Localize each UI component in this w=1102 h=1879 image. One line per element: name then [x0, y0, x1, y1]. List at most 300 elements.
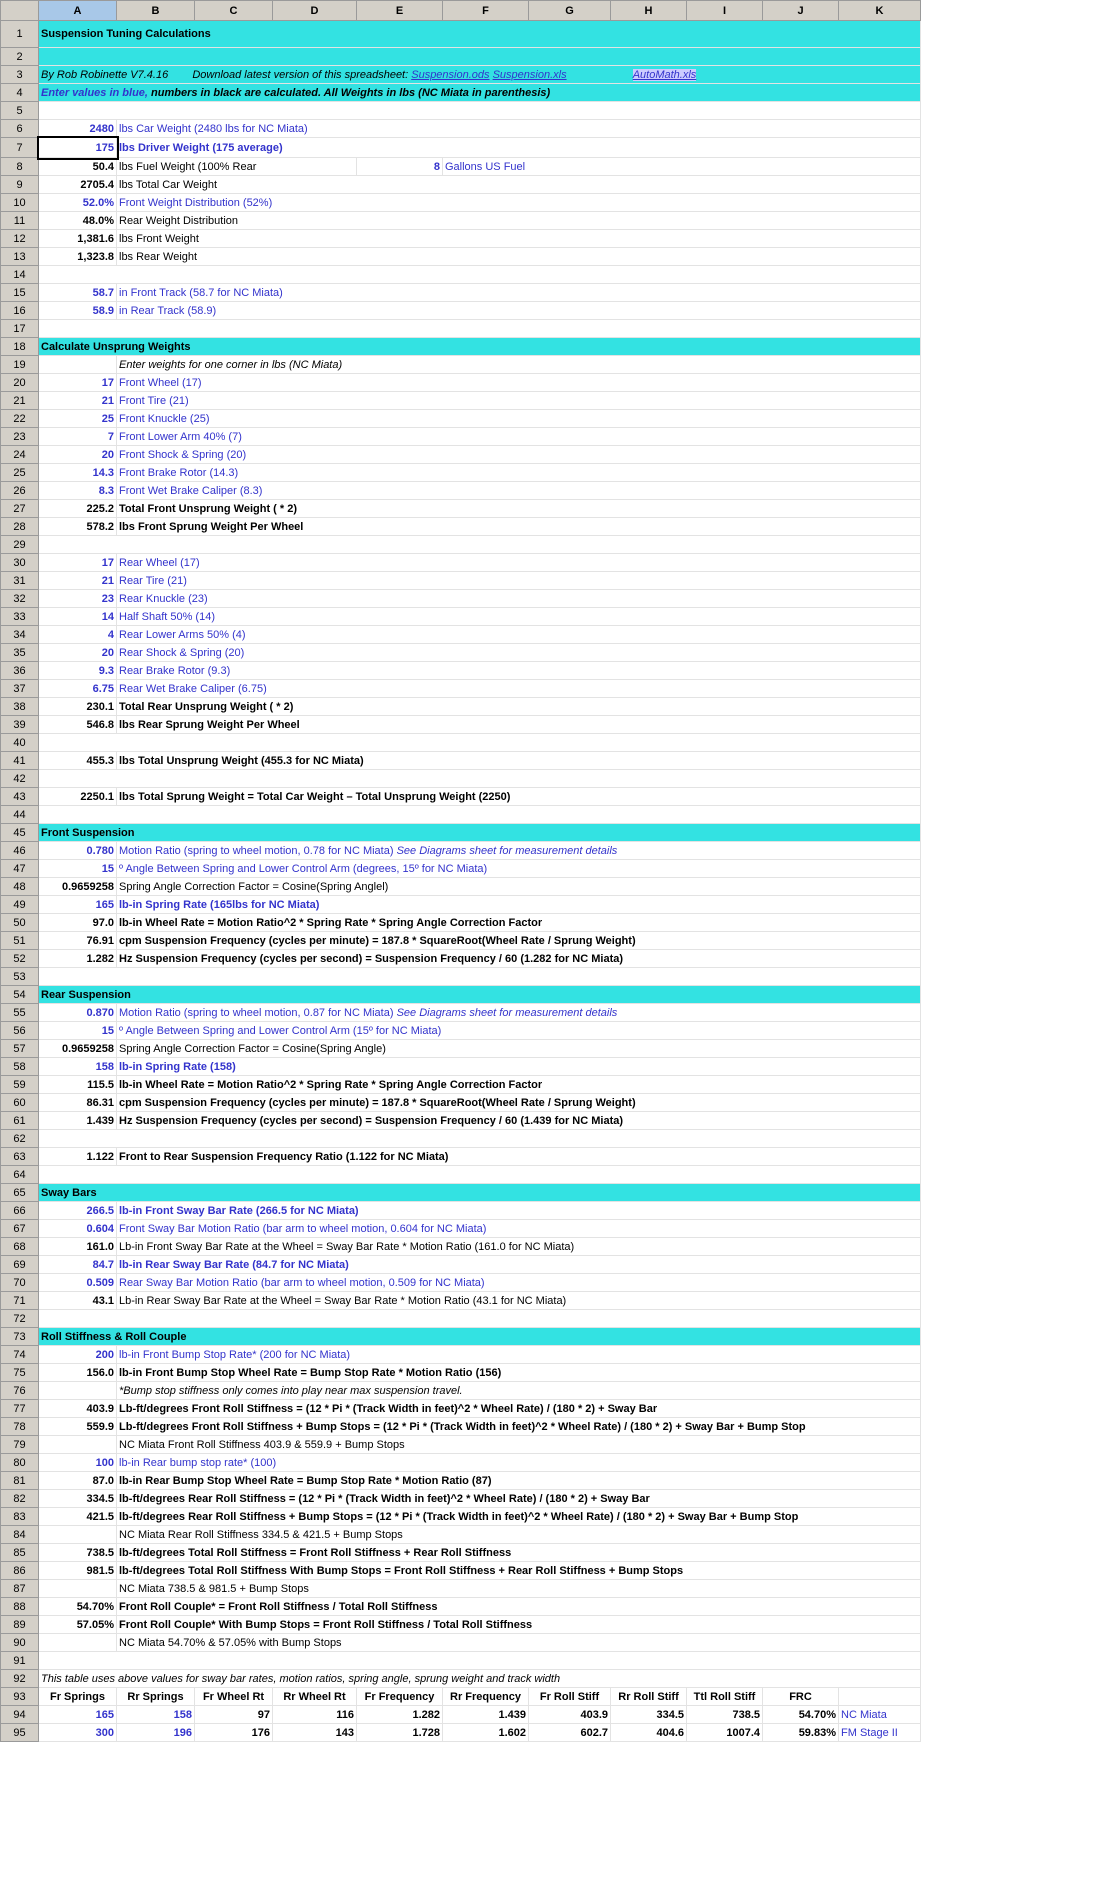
row1-rr-frequency: 1.439	[443, 1706, 529, 1724]
col-head-fr-frequency: Fr Frequency	[357, 1688, 443, 1706]
table-row[interactable]	[1, 608, 921, 626]
gallons-value[interactable]: 8	[357, 158, 443, 176]
table-row[interactable]	[1, 1724, 921, 1742]
row-header-66[interactable]: 66	[1, 1202, 39, 1220]
column-header-A[interactable]: A	[39, 1, 117, 21]
row-header-74[interactable]: 74	[1, 1346, 39, 1364]
table-row[interactable]	[1, 1598, 921, 1616]
table-row[interactable]	[1, 48, 921, 66]
front-brake-rotor-label: Front Brake Rotor (14.3)	[117, 464, 921, 482]
row-header-33[interactable]: 33	[1, 608, 39, 626]
table-row[interactable]	[1, 824, 921, 842]
table-row[interactable]	[1, 482, 921, 500]
row-header-41[interactable]: 41	[1, 752, 39, 770]
row-header-64[interactable]: 64	[1, 1166, 39, 1184]
rear-spring-rate-label: lb-in Spring Rate (158)	[117, 1058, 921, 1076]
front-wheel-value[interactable]: 17	[39, 374, 117, 392]
table-row[interactable]	[1, 1040, 921, 1058]
row-header-77[interactable]: 77	[1, 1400, 39, 1418]
row-header-19[interactable]: 19	[1, 356, 39, 374]
row-header-48[interactable]: 48	[1, 878, 39, 896]
front-sway-motion-ratio-value[interactable]: 0.604	[39, 1220, 117, 1238]
row-header-31[interactable]: 31	[1, 572, 39, 590]
table-row[interactable]	[1, 1472, 921, 1490]
row-header-45[interactable]: 45	[1, 824, 39, 842]
column-header-F[interactable]: F	[443, 1, 529, 21]
front-roll-stiffness-bump-label: Lb-ft/degrees Front Roll Stiffness + Bump Stops = (12 * Pi * (Track Width in feet)^2 * Wheel Rate) / (180 * 2) + Sway Bar + Bump Stop	[117, 1418, 921, 1436]
table-row[interactable]	[1, 194, 921, 212]
front-cpm-label: cpm Suspension Frequency (cycles per minute) = 187.8 * SquareRoot(Wheel Rate / Sprung Weight)	[117, 932, 921, 950]
front-wheel-rate-label: lb-in Wheel Rate = Motion Ratio^2 * Spring Rate * Spring Angle Correction Factor	[117, 914, 921, 932]
row-header-71[interactable]: 71	[1, 1292, 39, 1310]
row-header-81[interactable]: 81	[1, 1472, 39, 1490]
front-bump-stop-label: lb-in Front Bump Stop Rate* (200 for NC Miata)	[117, 1346, 921, 1364]
row-header-68[interactable]: 68	[1, 1238, 39, 1256]
front-unsprung-total-value: 225.2	[39, 500, 117, 518]
table-row[interactable]	[1, 554, 921, 572]
row-header-20[interactable]: 20	[1, 374, 39, 392]
row1-rr-roll-stiff: 334.5	[611, 1706, 687, 1724]
row-header-63[interactable]: 63	[1, 1148, 39, 1166]
table-row[interactable]	[1, 1328, 921, 1346]
row-header-61[interactable]: 61	[1, 1112, 39, 1130]
table-row[interactable]	[1, 428, 921, 446]
rear-roll-stiffness-bump-value: 421.5	[39, 1508, 117, 1526]
rear-shock-spring-value[interactable]: 20	[39, 644, 117, 662]
row-header-16[interactable]: 16	[1, 302, 39, 320]
row-header-75[interactable]: 75	[1, 1364, 39, 1382]
row2-frc: 59.83%	[763, 1724, 839, 1742]
row-header-44[interactable]: 44	[1, 806, 39, 824]
row-header-7[interactable]: 7	[1, 138, 39, 158]
row2-fr-wheel-rate: 176	[195, 1724, 273, 1742]
row-header-70[interactable]: 70	[1, 1274, 39, 1292]
table-row[interactable]	[1, 66, 921, 84]
row-header-22[interactable]: 22	[1, 410, 39, 428]
row1-fr-springs[interactable]: 165	[39, 1706, 117, 1724]
row-header-47[interactable]: 47	[1, 860, 39, 878]
row-header-24[interactable]: 24	[1, 446, 39, 464]
front-roll-stiffness-bump-value: 559.9	[39, 1418, 117, 1436]
table-row[interactable]	[1, 896, 921, 914]
row-header-53[interactable]: 53	[1, 968, 39, 986]
table-row[interactable]	[1, 1004, 921, 1022]
table-row[interactable]	[1, 320, 921, 338]
front-sway-wheel-value: 161.0	[39, 1238, 117, 1256]
total-roll-stiffness-label: lb-ft/degrees Total Roll Stiffness = Front Roll Stiffness + Rear Roll Stiffness	[117, 1544, 921, 1562]
row-header-59[interactable]: 59	[1, 1076, 39, 1094]
row-header-56[interactable]: 56	[1, 1022, 39, 1040]
link-automath-xls[interactable]: AutoMath.xls	[632, 68, 697, 81]
row-header-82[interactable]: 82	[1, 1490, 39, 1508]
front-brake-rotor-value[interactable]: 14.3	[39, 464, 117, 482]
row-header-86[interactable]: 86	[1, 1562, 39, 1580]
table-row[interactable]	[1, 212, 921, 230]
front-sway-rate-value[interactable]: 266.5	[39, 1202, 117, 1220]
table-row[interactable]	[1, 1274, 921, 1292]
table-row[interactable]	[1, 1706, 921, 1724]
table-row[interactable]	[1, 1130, 921, 1148]
row-header-1[interactable]: 1	[1, 21, 39, 48]
column-header-E[interactable]: E	[357, 1, 443, 21]
row-header-52[interactable]: 52	[1, 950, 39, 968]
table-row[interactable]	[1, 752, 921, 770]
front-tire-value[interactable]: 21	[39, 392, 117, 410]
row-header-27[interactable]: 27	[1, 500, 39, 518]
column-header-H[interactable]: H	[611, 1, 687, 21]
front-caliper-label: Front Wet Brake Caliper (8.3)	[117, 482, 921, 500]
row-header-78[interactable]: 78	[1, 1418, 39, 1436]
rear-sway-rate-value[interactable]: 84.7	[39, 1256, 117, 1274]
table-row[interactable]	[1, 138, 921, 158]
spacer-cell	[39, 356, 117, 374]
col-head-rr-springs: Rr Springs	[117, 1688, 195, 1706]
spacer-cell	[39, 1382, 117, 1400]
rear-caliper-label: Rear Wet Brake Caliper (6.75)	[117, 680, 921, 698]
table-row[interactable]	[1, 1382, 921, 1400]
row-header-9[interactable]: 9	[1, 176, 39, 194]
rear-tire-value[interactable]: 21	[39, 572, 117, 590]
select-all-corner[interactable]	[1, 1, 39, 21]
table-row[interactable]	[1, 860, 921, 878]
row1-frc: 54.70%	[763, 1706, 839, 1724]
row1-ttl-roll-stiff: 738.5	[687, 1706, 763, 1724]
row-header-3[interactable]: 3	[1, 66, 39, 84]
row-header-85[interactable]: 85	[1, 1544, 39, 1562]
rear-track-value[interactable]: 58.9	[39, 302, 117, 320]
rear-lower-arms-label: Rear Lower Arms 50% (4)	[117, 626, 921, 644]
row-header-60[interactable]: 60	[1, 1094, 39, 1112]
column-header-I[interactable]: I	[687, 1, 763, 21]
table-row[interactable]	[1, 680, 921, 698]
couple-note: NC Miata 54.70% & 57.05% with Bump Stops	[117, 1634, 921, 1652]
front-track-label: in Front Track (58.7 for NC Miata)	[117, 284, 921, 302]
instruction-row	[39, 84, 921, 102]
row-header-62[interactable]: 62	[1, 1130, 39, 1148]
column-header-C[interactable]: C	[195, 1, 273, 21]
spacer-cell	[39, 1634, 117, 1652]
row-header-36[interactable]: 36	[1, 662, 39, 680]
row-header-54[interactable]: 54	[1, 986, 39, 1004]
rear-wheel-value[interactable]: 17	[39, 554, 117, 572]
total-roll-stiffness-bump-value: 981.5	[39, 1562, 117, 1580]
front-motion-ratio-value[interactable]: 0.780	[39, 842, 117, 860]
row-header-42[interactable]: 42	[1, 770, 39, 788]
table-row[interactable]	[1, 302, 921, 320]
row-header-80[interactable]: 80	[1, 1454, 39, 1472]
table-row[interactable]	[1, 1418, 921, 1436]
row-header-69[interactable]: 69	[1, 1256, 39, 1274]
table-row[interactable]	[1, 1508, 921, 1526]
rear-caliper-value[interactable]: 6.75	[39, 680, 117, 698]
front-distribution-label: Front Weight Distribution (52%)	[117, 194, 921, 212]
row-header-94[interactable]: 94	[1, 1706, 39, 1724]
table-row[interactable]	[1, 932, 921, 950]
column-header-G[interactable]: G	[529, 1, 611, 21]
table-row[interactable]	[1, 1292, 921, 1310]
row-header-21[interactable]: 21	[1, 392, 39, 410]
table-row[interactable]	[1, 1670, 921, 1688]
row-header-92[interactable]: 92	[1, 1670, 39, 1688]
table-row[interactable]	[1, 1634, 921, 1652]
row-header-29[interactable]: 29	[1, 536, 39, 554]
row-header-8[interactable]: 8	[1, 158, 39, 176]
table-row[interactable]	[1, 1346, 921, 1364]
table-row[interactable]	[1, 120, 921, 138]
row-header-38[interactable]: 38	[1, 698, 39, 716]
table-row[interactable]	[1, 968, 921, 986]
row-header-55[interactable]: 55	[1, 1004, 39, 1022]
rear-distribution-label: Rear Weight Distribution	[117, 212, 921, 230]
table-row[interactable]	[1, 1580, 921, 1598]
row-header-30[interactable]: 30	[1, 554, 39, 572]
half-shaft-value[interactable]: 14	[39, 608, 117, 626]
row-header-39[interactable]: 39	[1, 716, 39, 734]
row-header-26[interactable]: 26	[1, 482, 39, 500]
table-row[interactable]	[1, 1652, 921, 1670]
front-spring-rate-value[interactable]: 165	[39, 896, 117, 914]
table-row[interactable]	[1, 356, 921, 374]
table-row[interactable]	[1, 950, 921, 968]
table-row[interactable]	[1, 84, 921, 102]
table-row[interactable]	[1, 1238, 921, 1256]
table-row[interactable]	[1, 446, 921, 464]
row-header-37[interactable]: 37	[1, 680, 39, 698]
link-suspension-ods[interactable]: Suspension.ods	[411, 68, 490, 81]
row-header-67[interactable]: 67	[1, 1220, 39, 1238]
table-row[interactable]	[1, 842, 921, 860]
row-header-76[interactable]: 76	[1, 1382, 39, 1400]
row-header-73[interactable]: 73	[1, 1328, 39, 1346]
table-row[interactable]	[1, 1058, 921, 1076]
row-header-13[interactable]: 13	[1, 248, 39, 266]
table-row[interactable]	[1, 266, 921, 284]
spacer-cell	[39, 1436, 117, 1454]
rear-lower-arms-value[interactable]: 4	[39, 626, 117, 644]
row-header-5[interactable]: 5	[1, 102, 39, 120]
table-row[interactable]	[1, 102, 921, 120]
total-roll-note: NC Miata 738.5 & 981.5 + Bump Stops	[117, 1580, 921, 1598]
row-header-28[interactable]: 28	[1, 518, 39, 536]
column-header-B[interactable]: B	[117, 1, 195, 21]
row2-fr-springs[interactable]: 300	[39, 1724, 117, 1742]
row-header-43[interactable]: 43	[1, 788, 39, 806]
table-row[interactable]	[1, 644, 921, 662]
column-header-K[interactable]: K	[839, 1, 921, 21]
table-row[interactable]	[1, 1436, 921, 1454]
front-distribution-value[interactable]: 52.0%	[39, 194, 117, 212]
table-row[interactable]	[1, 1616, 921, 1634]
table-row[interactable]	[1, 158, 921, 176]
row-header-50[interactable]: 50	[1, 914, 39, 932]
row-header-40[interactable]: 40	[1, 734, 39, 752]
row-header-15[interactable]: 15	[1, 284, 39, 302]
table-row[interactable]	[1, 464, 921, 482]
front-lower-arm-label: Front Lower Arm 40% (7)	[117, 428, 921, 446]
front-roll-stiffness-label: Lb-ft/degrees Front Roll Stiffness = (12 * Pi * (Track Width in feet)^2 * Wheel Rate) / (180 * 2) + Sway Bar	[117, 1400, 921, 1418]
table-row[interactable]	[1, 572, 921, 590]
table-row[interactable]	[1, 1022, 921, 1040]
table-row[interactable]	[1, 626, 921, 644]
half-shaft-label: Half Shaft 50% (14)	[117, 608, 921, 626]
row-header-90[interactable]: 90	[1, 1634, 39, 1652]
rear-wheel-rate-value: 115.5	[39, 1076, 117, 1094]
rear-brake-rotor-label: Rear Brake Rotor (9.3)	[117, 662, 921, 680]
front-angle-value[interactable]: 15	[39, 860, 117, 878]
table-row[interactable]	[1, 392, 921, 410]
table-row[interactable]	[1, 1526, 921, 1544]
front-caliper-value[interactable]: 8.3	[39, 482, 117, 500]
row-header-79[interactable]: 79	[1, 1436, 39, 1454]
table-row[interactable]	[1, 788, 921, 806]
rear-shock-spring-label: Rear Shock & Spring (20)	[117, 644, 921, 662]
front-roll-couple-value: 54.70%	[39, 1598, 117, 1616]
table-row[interactable]	[1, 1112, 921, 1130]
table-row[interactable]	[1, 1454, 921, 1472]
row-header-18[interactable]: 18	[1, 338, 39, 356]
table-row[interactable]	[1, 248, 921, 266]
table-row[interactable]	[1, 1202, 921, 1220]
row-header-11[interactable]: 11	[1, 212, 39, 230]
driver-weight-value[interactable]: 175	[39, 138, 117, 158]
row-header-95[interactable]: 95	[1, 1724, 39, 1742]
table-row[interactable]	[1, 338, 921, 356]
row-header-34[interactable]: 34	[1, 626, 39, 644]
rear-spring-rate-value[interactable]: 158	[39, 1058, 117, 1076]
table-row[interactable]	[1, 986, 921, 1004]
table-row[interactable]	[1, 1310, 921, 1328]
front-knuckle-label: Front Knuckle (25)	[117, 410, 921, 428]
column-header-J[interactable]: J	[763, 1, 839, 21]
table-row[interactable]	[1, 1076, 921, 1094]
table-row[interactable]	[1, 734, 921, 752]
table-row[interactable]	[1, 1184, 921, 1202]
row-header-46[interactable]: 46	[1, 842, 39, 860]
row-header-10[interactable]: 10	[1, 194, 39, 212]
row-header-32[interactable]: 32	[1, 590, 39, 608]
table-row[interactable]	[1, 716, 921, 734]
section-header-sway-bars: Sway Bars	[39, 1184, 921, 1202]
table-row[interactable]	[1, 500, 921, 518]
table-row[interactable]	[1, 1688, 921, 1706]
table-row[interactable]	[1, 1220, 921, 1238]
table-row[interactable]	[1, 698, 921, 716]
column-header-D[interactable]: D	[273, 1, 357, 21]
row-header-51[interactable]: 51	[1, 932, 39, 950]
table-row[interactable]	[1, 770, 921, 788]
table-row[interactable]	[1, 878, 921, 896]
row-header-12[interactable]: 12	[1, 230, 39, 248]
row-header-4[interactable]: 4	[1, 84, 39, 102]
col-head-fr-wheel-rate: Fr Wheel Rt	[195, 1688, 273, 1706]
table-row[interactable]	[1, 518, 921, 536]
row-header-14[interactable]: 14	[1, 266, 39, 284]
rear-motion-ratio-value[interactable]: 0.870	[39, 1004, 117, 1022]
spacer-cell	[39, 1310, 921, 1328]
table-row[interactable]	[1, 176, 921, 194]
table-row[interactable]	[1, 1400, 921, 1418]
rear-sway-motion-ratio-value[interactable]: 0.509	[39, 1274, 117, 1292]
row-header-57[interactable]: 57	[1, 1040, 39, 1058]
table-row[interactable]	[1, 230, 921, 248]
table-row[interactable]	[1, 1148, 921, 1166]
row-header-58[interactable]: 58	[1, 1058, 39, 1076]
table-row[interactable]	[1, 662, 921, 680]
row-header-91[interactable]: 91	[1, 1652, 39, 1670]
front-bump-stop-value[interactable]: 200	[39, 1346, 117, 1364]
row-header-17[interactable]: 17	[1, 320, 39, 338]
front-shock-spring-value[interactable]: 20	[39, 446, 117, 464]
rear-knuckle-value[interactable]: 23	[39, 590, 117, 608]
row-header-23[interactable]: 23	[1, 428, 39, 446]
rear-sway-rate-label: lb-in Rear Sway Bar Rate (84.7 for NC Miata)	[117, 1256, 921, 1274]
row-header-35[interactable]: 35	[1, 644, 39, 662]
table-row[interactable]	[1, 1166, 921, 1184]
front-sway-wheel-label: Lb-in Front Sway Bar Rate at the Wheel = Sway Bar Rate * Motion Ratio (161.0 for NC Miata)	[117, 1238, 921, 1256]
table-row[interactable]	[1, 1544, 921, 1562]
table-row[interactable]	[1, 1364, 921, 1382]
table-row[interactable]	[1, 374, 921, 392]
table-row[interactable]	[1, 536, 921, 554]
spacer-cell	[39, 734, 921, 752]
front-unsprung-total-label: Total Front Unsprung Weight ( * 2)	[117, 500, 921, 518]
row-header-83[interactable]: 83	[1, 1508, 39, 1526]
rear-angle-value[interactable]: 15	[39, 1022, 117, 1040]
row-header-25[interactable]: 25	[1, 464, 39, 482]
row2-rr-springs[interactable]: 196	[117, 1724, 195, 1742]
rear-brake-rotor-value[interactable]: 9.3	[39, 662, 117, 680]
col-head-rr-wheel-rate: Rr Wheel Rt	[273, 1688, 357, 1706]
freq-ratio-value: 1.122	[39, 1148, 117, 1166]
table-row[interactable]	[1, 1562, 921, 1580]
front-track-value[interactable]: 58.7	[39, 284, 117, 302]
front-motion-ratio-label-cell	[117, 842, 921, 860]
row-header-6[interactable]: 6	[1, 120, 39, 138]
row-header-88[interactable]: 88	[1, 1598, 39, 1616]
spacer-cell	[39, 1130, 921, 1148]
row-header-89[interactable]: 89	[1, 1616, 39, 1634]
rear-sway-motion-ratio-label: Rear Sway Bar Motion Ratio (bar arm to wheel motion, 0.509 for NC Miata)	[117, 1274, 921, 1292]
row-header-72[interactable]: 72	[1, 1310, 39, 1328]
gallons-label: Gallons US Fuel	[443, 158, 921, 176]
row1-rr-springs[interactable]: 158	[117, 1706, 195, 1724]
table-row[interactable]	[1, 590, 921, 608]
download-label: Download latest version of this spreadsheet:	[192, 68, 409, 81]
rear-cpm-label: cpm Suspension Frequency (cycles per minute) = 187.8 * SquareRoot(Wheel Rate / Sprung Weight)	[117, 1094, 921, 1112]
front-knuckle-value[interactable]: 25	[39, 410, 117, 428]
row-header-65[interactable]: 65	[1, 1184, 39, 1202]
front-lower-arm-value[interactable]: 7	[39, 428, 117, 446]
row-header-87[interactable]: 87	[1, 1580, 39, 1598]
row-header-2[interactable]: 2	[1, 48, 39, 66]
rear-bump-stop-value[interactable]: 100	[39, 1454, 117, 1472]
table-row[interactable]	[1, 410, 921, 428]
table-row[interactable]	[1, 914, 921, 932]
column-headers[interactable]	[1, 1, 921, 21]
table-row[interactable]	[1, 284, 921, 302]
row-header-84[interactable]: 84	[1, 1526, 39, 1544]
link-suspension-xls[interactable]: Suspension.xls	[492, 68, 567, 81]
table-row[interactable]	[1, 806, 921, 824]
table-row[interactable]	[1, 1256, 921, 1274]
row-header-49[interactable]: 49	[1, 896, 39, 914]
table-row[interactable]	[1, 21, 921, 48]
table-row[interactable]	[1, 1490, 921, 1508]
car-weight-value[interactable]: 2480	[39, 120, 117, 138]
total-sprung-value: 2250.1	[39, 788, 117, 806]
table-row[interactable]	[1, 1094, 921, 1112]
row-header-93[interactable]: 93	[1, 1688, 39, 1706]
